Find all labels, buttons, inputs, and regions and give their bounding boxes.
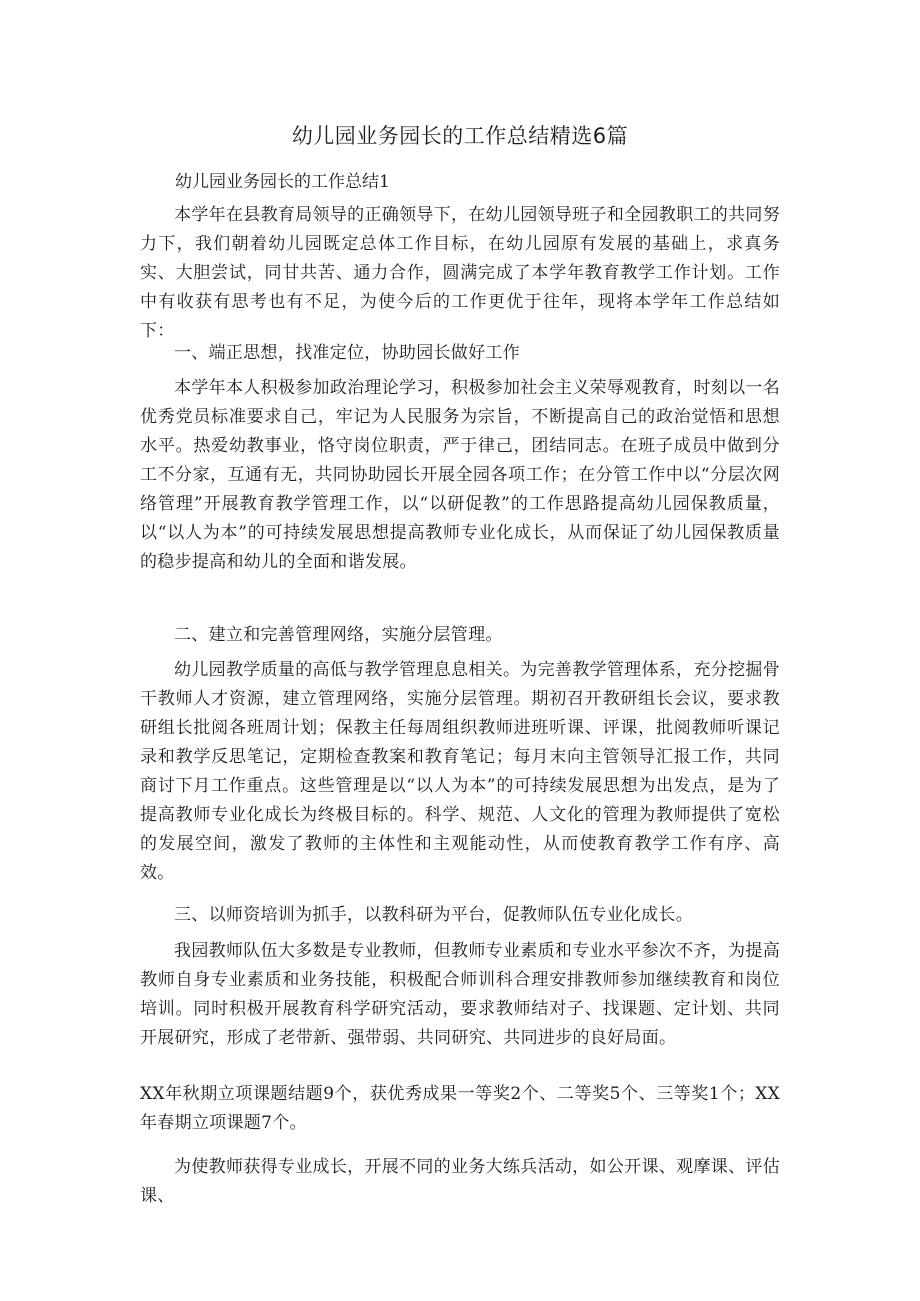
- paragraph-section-1: 本学年本人积极参加政治理论学习，积极参加社会主义荣辱观教育，时刻以一名优秀党员标准要求自己，牢记为人民服务为宗旨，不断提高自己的政治觉悟和思想水平。热爱幼教事业，恪守岗位职责，严于律己，团结同志。在班子成员中做到分工不分家，互通有无，共同协助园长开展全园各项工作；在分管工作中以“分层次网络管理”开展教育教学管理工作，以“以研促教”的工作思路提高幼儿园保教质量，以“以人为本”的可持续发展思想提高教师专业化成长，从而保证了幼儿园保教质量的稳步提高和幼儿的全面和谐发展。: [140, 378, 780, 572]
- paragraph-section-2: 幼儿园教学质量的高低与教学管理息息相关。为完善教学管理体系，充分挖掘骨干教师人才资源，建立管理网络，实施分层管理。期初召开教研组长会议，要求教研组长批阅各班周计划；保教主任每周组织教师进班听课、评课，批阅教师听课记录和教学反思笔记，定期检查教案和教育笔记；每月末向主管领导汇报工作，共同商讨下月工作重点。这些管理是以“以人为本”的可持续发展思想为出发点，是为了提高教师专业化成长为终极目标的。科学、规范、人文化的管理为教师提供了宽松的发展空间，激发了教师的主体性和主观能动性，从而使教育教学工作有序、高效。: [140, 660, 780, 883]
- heading-section-1: 一、端正思想，找准定位，协助园长做好工作: [174, 343, 520, 363]
- paragraph-section-3: 我园教师队伍大多数是专业教师，但教师专业素质和专业水平参次不齐，为提高教师自身专业素质和业务技能，积极配合师训科合理安排教师参加继续教育和岗位培训。同时积极开展教育科学研究活动，要求教师结对子、找课题、定计划、共同开展研究，形成了老带新、强带弱、共同研究、共同进步的良好局面。: [140, 941, 780, 1048]
- heading-section-2: 二、建立和完善管理网络，实施分层管理。: [174, 625, 503, 645]
- paragraph-intro: 本学年在县教育局领导的正确领导下，在幼儿园领导班子和全园教职工的共同努力下，我们朝着幼儿园既定总体工作目标，在幼儿园原有发展的基础上，求真务实、大胆尝试，同甘共苦、通力合作，圆满完成了本学年教育教学工作计划。工作中有收获有思考也有不足，为使今后的工作更优于往年，现将本学年工作总结如下：: [140, 205, 780, 341]
- document-title: 幼儿园业务园长的工作总结精选6篇: [291, 124, 629, 148]
- paragraph-training: 为使教师获得专业成长，开展不同的业务大练兵活动，如公开课、观摩课、评估课、: [140, 1157, 780, 1206]
- heading-section-3: 三、以师资培训为抓手，以教科研为平台，促教师队伍专业化成长。: [174, 905, 693, 925]
- paragraph-research-results: XX年秋期立项课题结题9个，获优秀成果一等奖2个、二等奖5个、三等奖1个；XX年春期立项课题7个。: [140, 1084, 780, 1133]
- section-subtitle: 幼儿园业务园长的工作总结1: [175, 172, 390, 192]
